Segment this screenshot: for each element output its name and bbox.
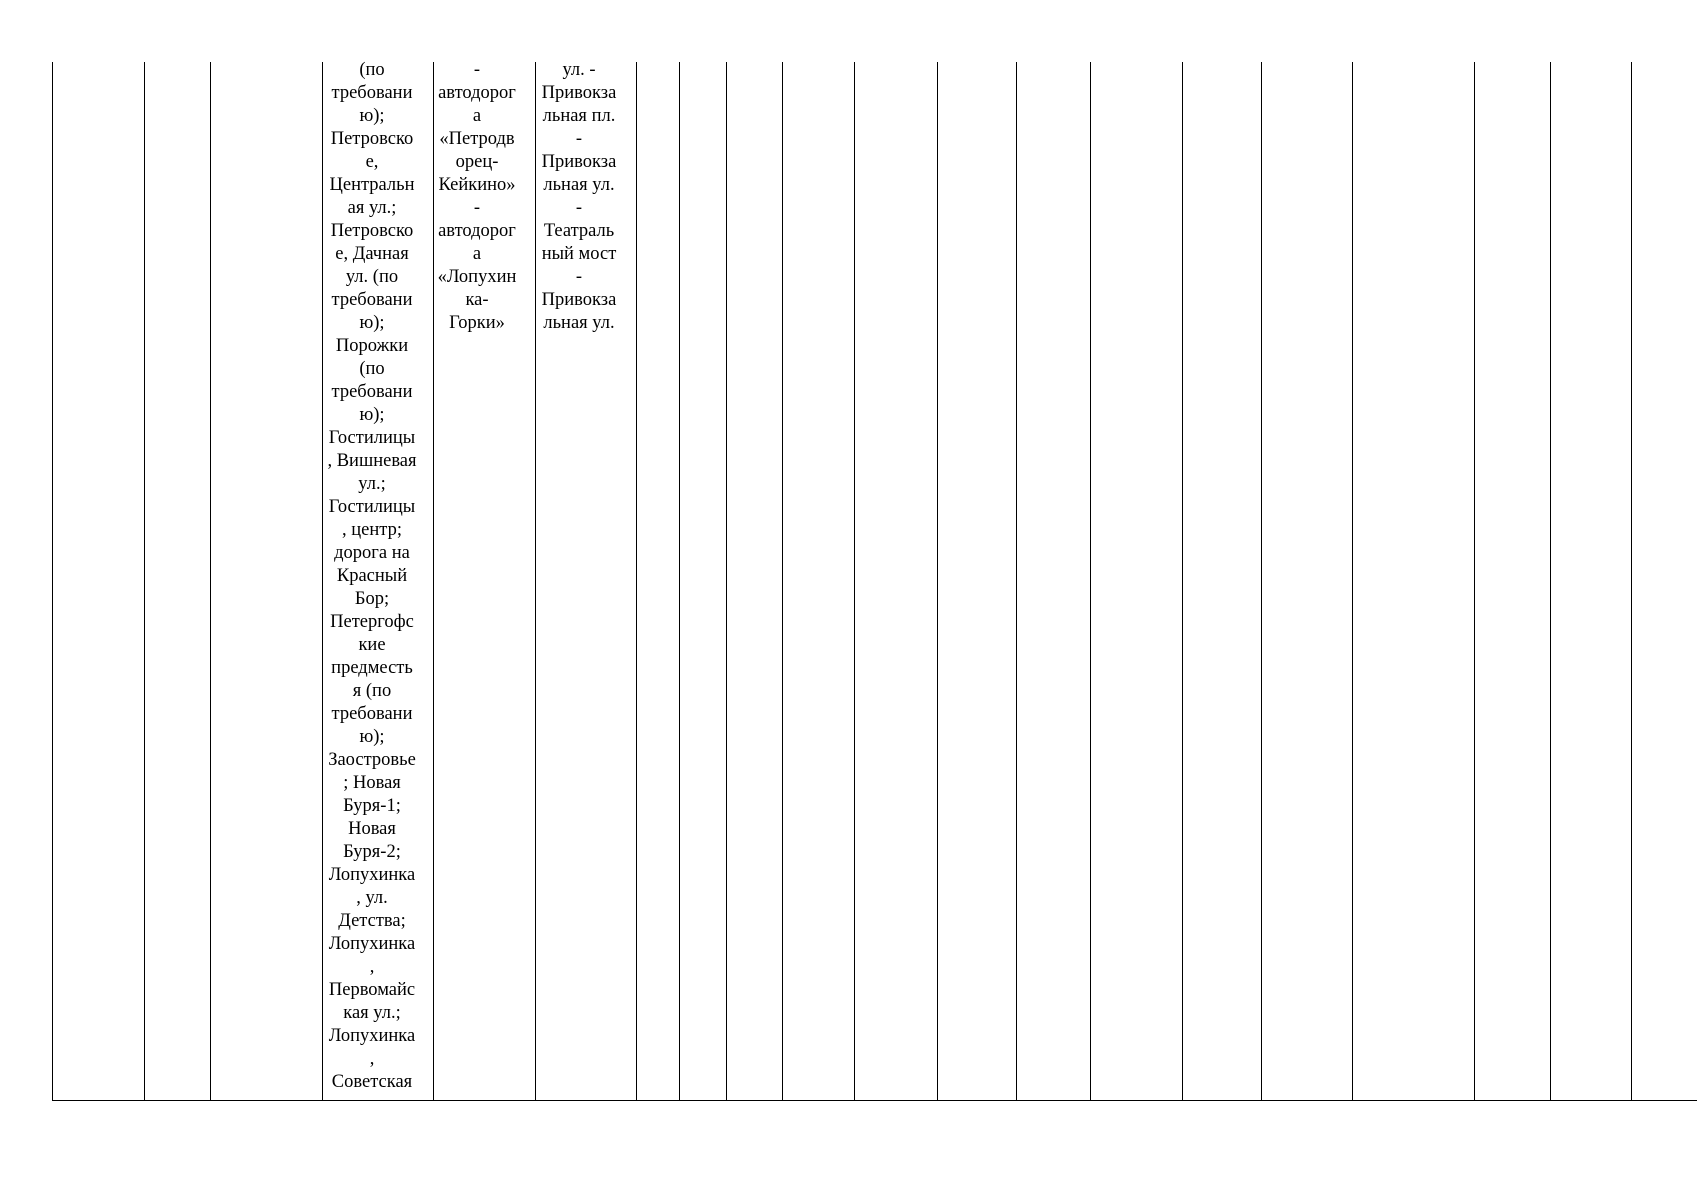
column-divider bbox=[726, 62, 727, 1101]
column-divider bbox=[1261, 62, 1262, 1101]
column-divider bbox=[937, 62, 938, 1101]
stops-cell: (по требовани ю); Петровско е, Центральн ая ул.; Петровско е, Дачная ул. (по требовани ю); Порожки (по требовани ю); Гостилицы , Вишневая ул.; Гостилицы , центр; дорога на Красный Бор; Петергофс кие предместь я (по требовани ю); Заостровье ; Новая Буря-1; Новая Буря-2; Лопухинка , ул. Детства; Лопухинка , Первомайс кая ул.; Лопухинка , Советская bbox=[327, 60, 417, 1092]
column-divider bbox=[144, 62, 145, 1101]
column-divider bbox=[210, 62, 211, 1101]
column-divider bbox=[679, 62, 680, 1101]
schedule-table-fragment bbox=[52, 62, 1697, 1101]
column-divider bbox=[1474, 62, 1475, 1101]
route-roads-cell: - автодорог а «Петродв орец- Кейкино» - автодорог а «Лопухин ка- Горки» bbox=[437, 60, 517, 333]
column-divider bbox=[782, 62, 783, 1101]
column-divider bbox=[52, 62, 53, 1101]
column-divider bbox=[854, 62, 855, 1101]
column-divider bbox=[1090, 62, 1091, 1101]
column-divider bbox=[1182, 62, 1183, 1101]
route-streets-cell: ул. - Привокза льная пл. - Привокза льная ул. - Театраль ный мост - Привокза льная ул. bbox=[541, 60, 617, 333]
table-bottom-border bbox=[52, 1100, 1697, 1101]
column-divider bbox=[1631, 62, 1632, 1101]
column-divider bbox=[1352, 62, 1353, 1101]
column-divider bbox=[1016, 62, 1017, 1101]
column-divider bbox=[1550, 62, 1551, 1101]
column-divider bbox=[636, 62, 637, 1101]
